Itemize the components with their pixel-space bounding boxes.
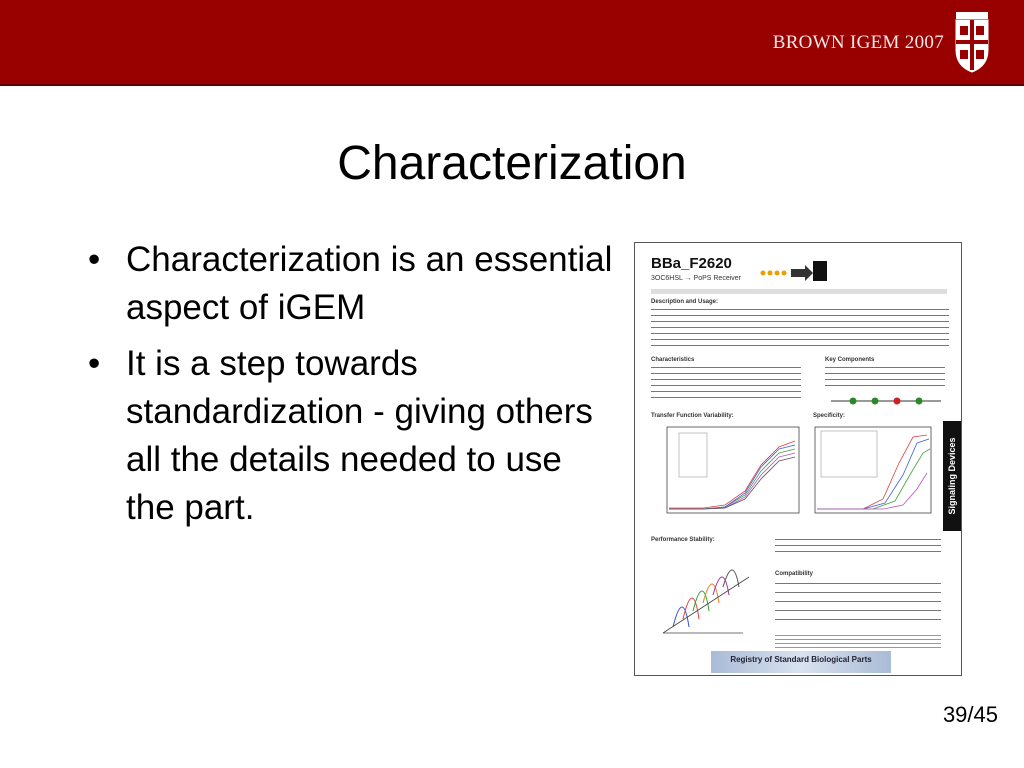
section-heading: Compatibility — [775, 571, 814, 577]
bullet-text: It is a step towards standardization - giving others all the details needed to use the part. — [126, 344, 593, 527]
datasheet-figure — [634, 242, 962, 676]
section-heading: Transfer Function Variability: — [651, 413, 734, 419]
side-tab-label: Signaling Devices — [947, 437, 957, 515]
performance-stability-plot — [653, 547, 773, 647]
compatibility-text-block — [775, 583, 941, 623]
section-heading: Key Components — [825, 357, 875, 363]
side-tab — [943, 421, 961, 531]
specificity-plot — [803, 423, 933, 523]
characteristics-text-block — [651, 367, 801, 403]
section-heading: Specificity: — [813, 413, 846, 419]
part-diagram — [757, 257, 827, 283]
header-bar — [0, 0, 1024, 86]
section-heading: Performance Stability: — [651, 537, 715, 543]
component-diagram — [831, 395, 941, 407]
registry-footer-text: Registry of Standard Biological Parts — [730, 655, 872, 664]
section-heading: Characteristics — [651, 357, 695, 363]
key-components-text-block — [825, 367, 945, 389]
transfer-function-plot — [653, 423, 803, 523]
author-line — [651, 289, 947, 294]
bullet-item: • It is a step towards standardization - giving others all the details needed to use the part. — [88, 344, 593, 527]
bullet-text: Characterization is an essential aspect of iGEM — [126, 240, 613, 327]
bullet-list — [88, 236, 618, 540]
footnote-text-block — [775, 635, 941, 649]
registry-footer-banner — [711, 651, 891, 673]
page-number: 39/45 — [942, 702, 998, 727]
section-heading: Description and Usage: — [651, 299, 719, 305]
part-name: BBa_F2620 — [651, 255, 732, 272]
description-text-block — [651, 309, 949, 349]
slide-title: Characterization — [337, 137, 687, 190]
university-seal-icon — [950, 6, 994, 76]
bullet-item: • Characterization is an essential aspect of iGEM — [88, 240, 613, 327]
brand-text: BROWN IGEM 2007 — [772, 32, 944, 53]
induction-text-block — [775, 539, 941, 553]
part-subtitle: 3OC6HSL → PoPS Receiver — [651, 275, 741, 282]
